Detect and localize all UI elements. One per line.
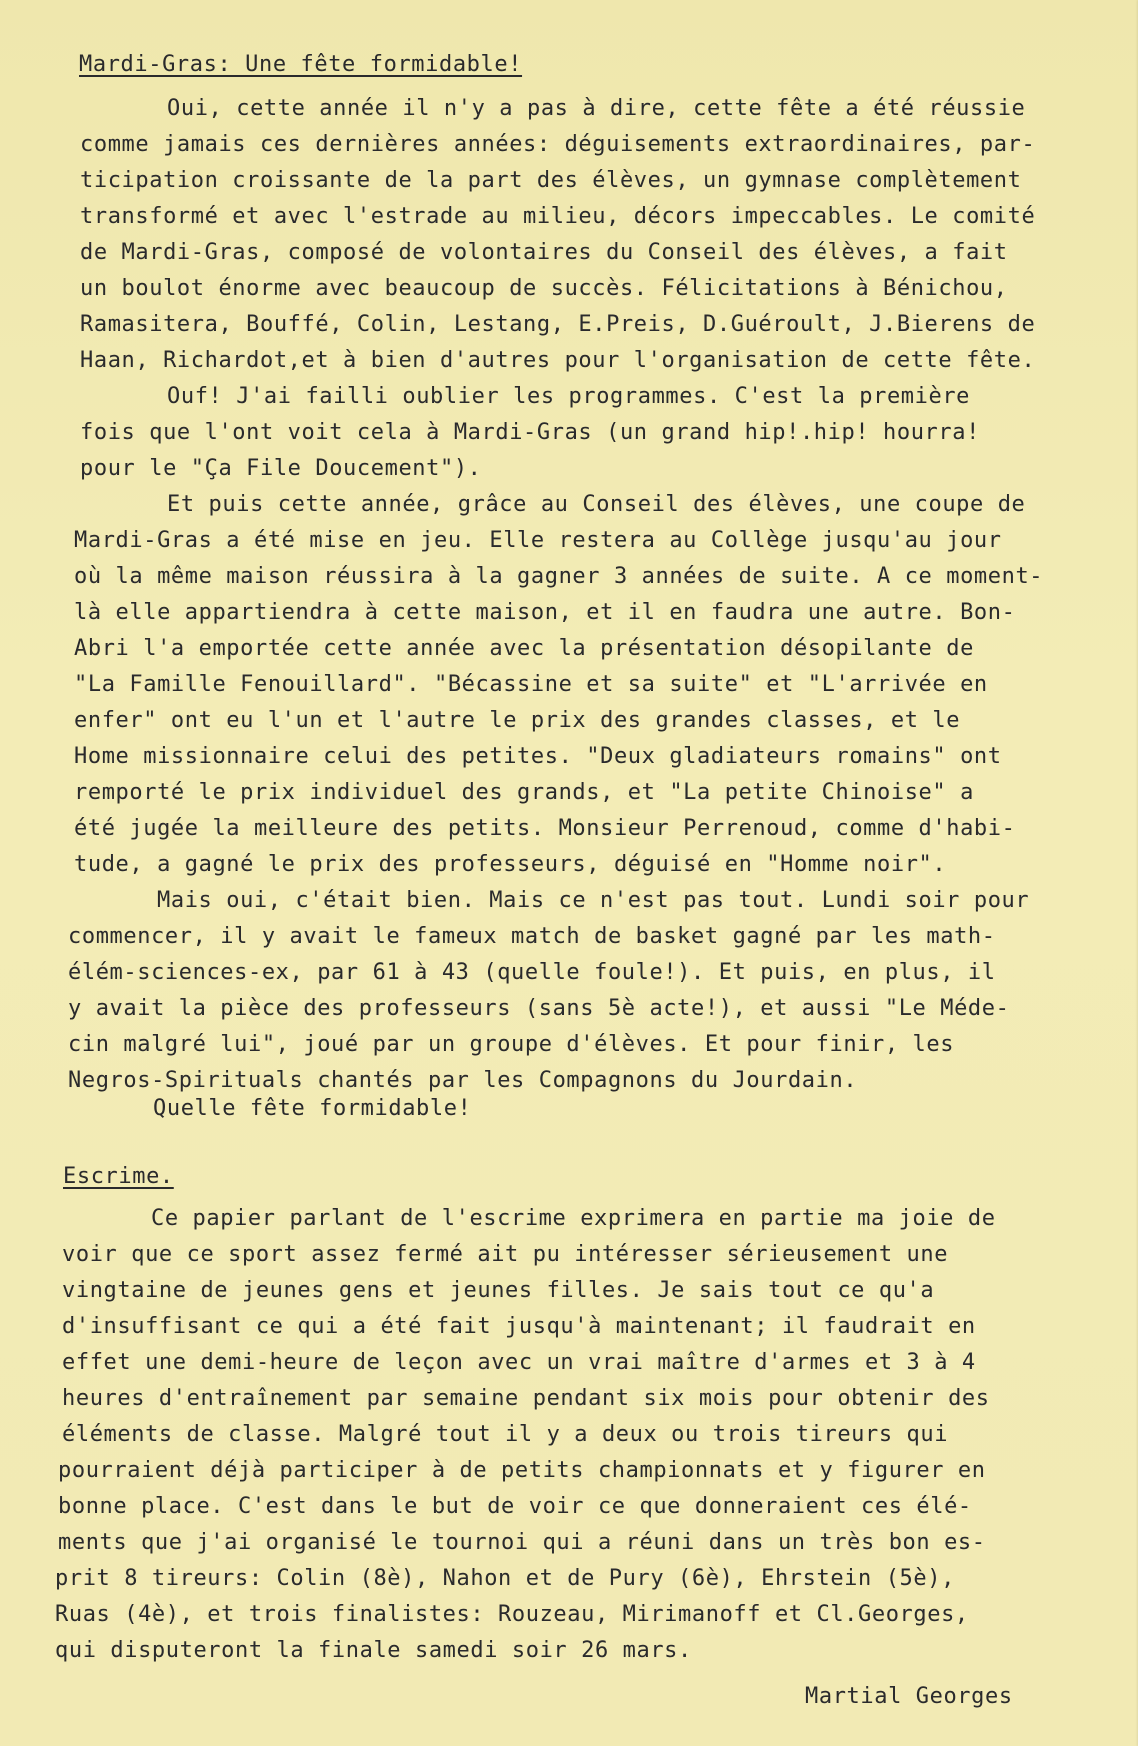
text-line: vingtaine de jeunes gens et jeunes filles. Je sais tout ce qu'a — [62, 1278, 935, 1303]
text-line: Oui, cette année il n'y a pas à dire, cette fête a été réussie — [167, 96, 1026, 121]
text-line: ticipation croissante de la part des élèves, un gymnase complètement — [80, 168, 1022, 193]
text-line: commencer, il y avait le fameux match de basket gagné par les math- — [68, 924, 996, 949]
text-line: qui disputeront la finale samedi soir 26 mars. — [55, 1638, 692, 1663]
text-line: ments que j'ai organisé le tournoi qui a réuni dans un très bon es- — [58, 1530, 986, 1555]
text-line: été jugée la meilleure des petits. Monsieur Perrenoud, comme d'habi- — [74, 816, 1016, 841]
text-line: effet une demi-heure de leçon avec un vrai maître d'armes et 3 à 4 — [62, 1350, 976, 1375]
text-line: Ouf! J'ai failli oublier les programmes. C'est la première — [167, 384, 971, 409]
text-line: un boulot énorme avec beaucoup de succès. Félicitations à Bénichou, — [80, 276, 1008, 301]
text-line: fois que l'ont voit cela à Mardi-Gras (un grand hip!.hip! hourra! — [80, 420, 980, 445]
text-line: Ramasitera, Bouffé, Colin, Lestang, E.Preis, D.Guéroult, J.Bierens de — [80, 312, 1036, 337]
text-line: Negros-Spirituals chantés par les Compagnons du Jourdain. — [68, 1068, 858, 1093]
text-line: Mais oui, c'était bien. Mais ce n'est pas tout. Lundi soir pour — [157, 888, 1030, 913]
text-line: prit 8 tireurs: Colin (8è), Nahon et de Pury (6è), Ehrstein (5è), — [55, 1566, 955, 1591]
text-line: heures d'entraînement par semaine pendant six mois pour obtenir des — [62, 1386, 990, 1411]
article-title-mardi-gras: Mardi-Gras: Une fête formidable! — [79, 52, 523, 77]
text-line: tude, a gagné le prix des professeurs, déguisé en "Homme noir". — [74, 852, 947, 877]
text-line: Et puis cette année, grâce au Conseil des élèves, une coupe de — [167, 492, 1026, 517]
text-line: remporté le prix individuel des grands, et "La petite Chinoise" a — [74, 780, 974, 805]
text-line: y avait la pièce des professeurs (sans 5è acte!), et aussi "Le Méde- — [68, 996, 1010, 1021]
text-line: éléments de classe. Malgré tout il y a deux ou trois tireurs qui — [62, 1422, 949, 1447]
text-line: voir que ce sport assez fermé ait pu intéresser sérieusement une — [62, 1242, 949, 1267]
text-line: Ruas (4è), et trois finalistes: Rouzeau, Mirimanoff et Cl.Georges, — [55, 1602, 969, 1627]
text-line: comme jamais ces dernières années: déguisements extraordinaires, par- — [80, 132, 1036, 157]
text-line: Ce papier parlant de l'escrime exprimera en partie ma joie de — [151, 1206, 996, 1231]
text-line: d'insuffisant ce qui a été fait jusqu'à maintenant; il faudrait en — [62, 1314, 976, 1339]
text-line: enfer" ont eu l'un et l'autre le prix des grandes classes, et le — [74, 708, 961, 733]
text-line: bonne place. C'est dans le but de voir ce que donneraient ces élé- — [58, 1494, 972, 1519]
paper-edge — [1138, 0, 1148, 1746]
text-line: Abri l'a emportée cette année avec la présentation désopilante de — [74, 636, 974, 661]
text-line: là elle appartiendra à cette maison, et il en faudra une autre. Bon- — [74, 600, 1016, 625]
text-line: transformé et avec l'estrade au milieu, décors impeccables. Le comité — [80, 204, 1036, 229]
text-line: Haan, Richardot,et à bien d'autres pour l'organisation de cette fête. — [80, 348, 1036, 373]
article-title-escrime: Escrime. — [63, 1164, 174, 1189]
text-line: de Mardi-Gras, composé de volontaires du Conseil des élèves, a fait — [80, 240, 1008, 265]
text-line: "La Famille Fenouillard". "Bécassine et sa suite" et "L'arrivée en — [74, 672, 988, 697]
text-line: Quelle fête formidable! — [153, 1096, 472, 1121]
text-line: où la même maison réussira à la gagner 3 années de suite. A ce moment- — [74, 564, 1044, 589]
text-line: pour le "Ça File Doucement"). — [80, 456, 482, 481]
author-signature: Martial Georges — [805, 1684, 1013, 1709]
text-line: Mardi-Gras a été mise en jeu. Elle restera au Collège jusqu'au jour — [74, 528, 1002, 553]
text-line: cin malgré lui", joué par un groupe d'élèves. Et pour finir, les — [68, 1032, 955, 1057]
text-line: pourraient déjà participer à de petits championnats et y figurer en — [58, 1458, 986, 1483]
text-line: élém-sciences-ex, par 61 à 43 (quelle foule!). Et puis, en plus, il — [68, 960, 996, 985]
text-line: Home missionnaire celui des petites. "Deux gladiateurs romains" ont — [74, 744, 1002, 769]
